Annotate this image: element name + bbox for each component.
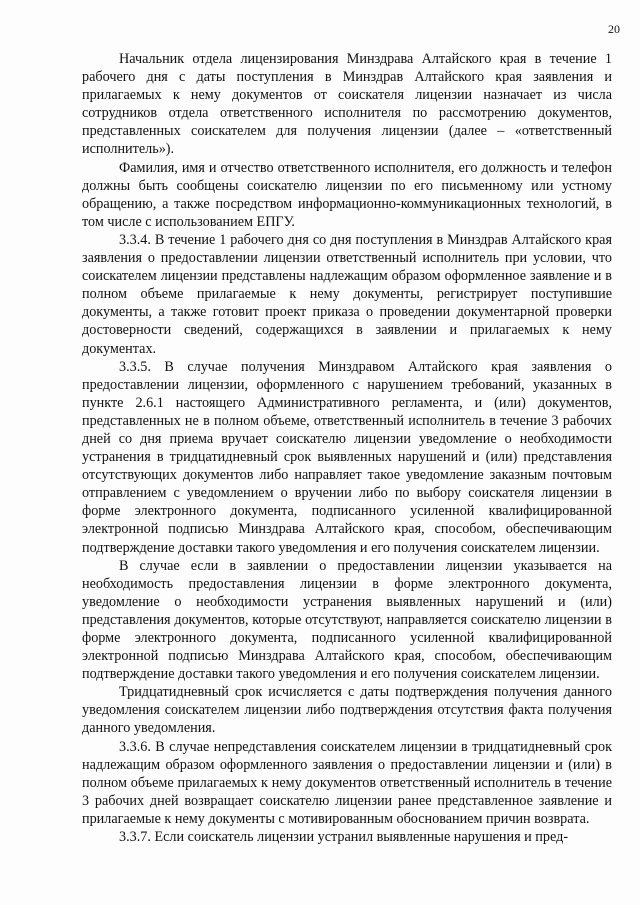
page-number: 20 [608, 22, 620, 36]
paragraph: 3.3.4. В течение 1 рабочего дня со дня поступления в Минздрав Алтайского края заявления о предоставлении лицензии ответственный исполнитель при условии, что соискателем лицензии представлены надлежащим образом оформленное заявление и в полном объеме прилагаемые к нему документы, регистрирует поступившие документы, а также готовит проект приказа о проведении документарной проверки достоверности сведений, содержащихся в заявлении и прилагаемых к нему документах. [82, 231, 612, 357]
paragraph: Тридцатидневный срок исчисляется с даты подтверждения получения данного уведомления соискателем лицензии либо подтверждения отсутствия факта получения данного уведомления. [82, 684, 612, 737]
paragraph: 3.3.7. Если соискатель лицензии устранил выявленные нарушения и пред- [119, 829, 569, 846]
body-text [82, 50, 612, 846]
paragraph: В случае если в заявлении о предоставлении лицензии указывается на необходимость предоставления лицензии в форме электронного документа, уведомление о необходимости устранения выявленных нарушений и (или) представления документов, которые отсутствуют, направляется соискателю лицензии в форме электронного документа, подписанного усиленной квалифицированной электронной подписью Минздрава Алтайского края, способом, обеспечивающим подтверждение доставки такого уведомления и его получения соискателем лицензии. [82, 557, 612, 683]
paragraph: Фамилия, имя и отчество ответственного исполнителя, его должность и телефон должны быть сообщены соискателю лицензии по его письменному или устному обращению, а также посредством информационно-коммуникационных технологий, в том числе с использованием ЕПГУ. [82, 159, 612, 230]
paragraph: Начальник отдела лицензирования Минздрава Алтайского края в течение 1 рабочего дня с даты поступления в Минздрав Алтайского края заявления и прилагаемых к нему документов от соискателя лицензии назначает из числа сотрудников отдела ответственного исполнителя по рассмотрению документов, представленных соискателем для получения лицензии (далее – «ответственный исполнитель»). [82, 51, 612, 158]
paragraph: 3.3.5. В случае получения Минздравом Алтайского края заявления о предоставлении лицензии, оформленного с нарушением требований, указанных в пункте 2.6.1 настоящего Административного регламента, и (или) документов, представленных не в полном объеме, ответственный исполнитель в течение 3 рабочих дней со дня приема вручает соискателю лицензии уведомление о необходимости устранения в тридцатидневный срок выявленных нарушений и (или) представления отсутствующих документов либо направляет такое уведомление заказным почтовым отправлением с уведомлением о вручении либо по выбору соискателя лицензии в форме электронного документа, подписанного усиленной квалифицированной электронной подписью Минздрава Алтайского края, способом, обеспечивающим подтверждение доставки такого уведомления и его получения соискателем лицензии. [82, 358, 612, 556]
paragraph: 3.3.6. В случае непредставления соискателем лицензии в тридцатидневный срок надлежащим образом оформленного заявления о предоставлении лицензии и (или) в полном объеме прилагаемых к нему документов ответственный исполнитель в течение 3 рабочих дней возвращает соискателю лицензии ранее представленное заявление и прилагаемые к нему документы с мотивированным обоснованием причин возврата. [82, 738, 612, 827]
